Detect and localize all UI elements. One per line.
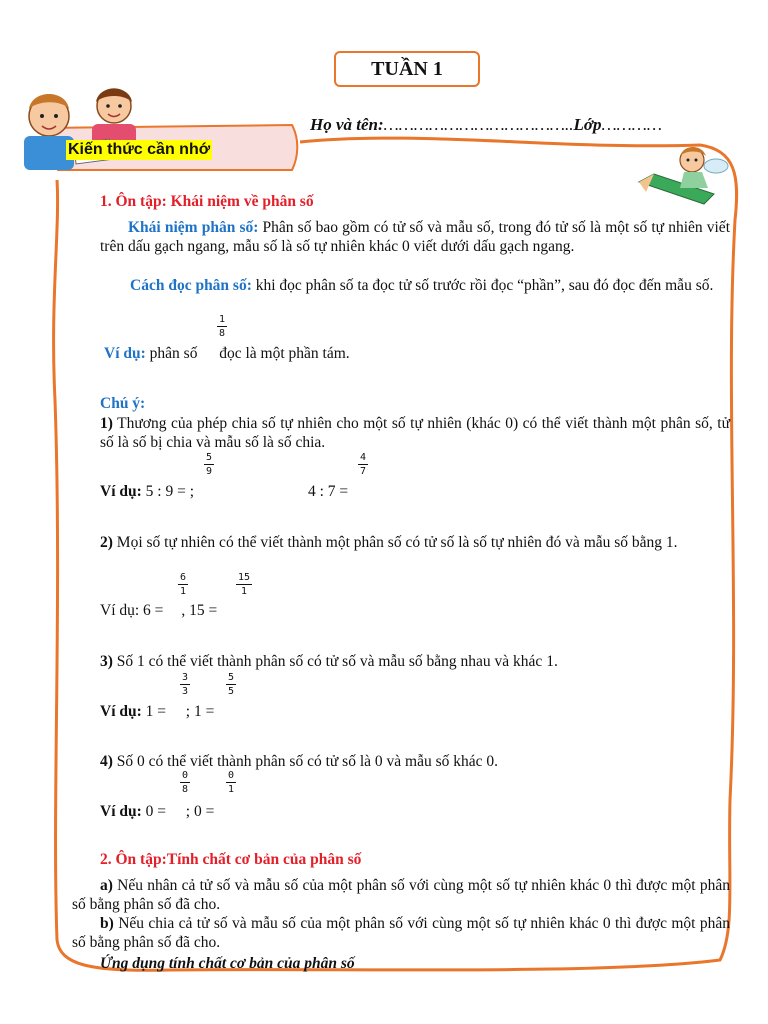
ex4-fraction-b: 0 1 (227, 770, 235, 795)
name-class-line (310, 115, 662, 135)
property-a-label: a) (100, 877, 113, 894)
class-label: Lớp (573, 115, 602, 134)
ex4-label: Ví dụ: (100, 803, 142, 820)
note4-number: 4) (100, 753, 113, 770)
property-b-paragraph (72, 914, 730, 952)
property-a-text: Nếu nhân cả tử số và mẫu số của một phân số với cùng một số tự nhiên khác 0 thì được một phân số bằng phân số đã cho. (72, 877, 730, 913)
ex2-text-b: , 15 = (181, 602, 218, 619)
concept-paragraph (100, 218, 730, 256)
ex1-sep: ; (189, 483, 195, 500)
ex3-fraction-a: 3 3 (181, 672, 189, 697)
example-label: Ví dụ: (104, 345, 146, 362)
note1-paragraph (100, 414, 730, 452)
note-label: Chú ý: (100, 395, 146, 412)
example-line (104, 344, 734, 363)
ex1-fraction-b: 4 7 (359, 452, 367, 477)
concept-term: Khái niệm phân số: (128, 219, 259, 236)
ex4-b: ; 0 = (181, 803, 215, 820)
read-text: khi đọc phân số ta đọc tử số trước rồi đọc “phần”, sau đó đọc đến mẫu số. (251, 277, 714, 294)
ex1-label: Ví dụ: (100, 483, 142, 500)
example-pre: phân số (145, 345, 202, 362)
property-b-label: b) (100, 915, 114, 932)
fraction-numerator: 1 (218, 314, 226, 325)
ex2-fraction-a: 6 1 (179, 572, 187, 597)
week-title: TUẦN 1 (334, 51, 480, 87)
example-post: đọc là một phần tám. (215, 345, 350, 362)
example3-line (100, 702, 730, 721)
note3-paragraph (100, 652, 730, 671)
note4-text: Số 0 có thể viết thành phân số có tử số là 0 và mẫu số khác 0. (112, 753, 498, 770)
note3-text: Số 1 có thể viết thành phân số có tử số và mẫu số bằng nhau và khác 1. (112, 653, 558, 670)
ex3-a: 1 = (141, 703, 170, 720)
read-paragraph (100, 276, 730, 295)
note1-number: 1) (100, 415, 113, 432)
property-b-text: Nếu chia cả tử số và mẫu số của một phân số với cùng một số tự nhiên khác 0 thì được một phân số bằng phân số đã cho. (72, 915, 730, 951)
section2-heading: 2. Ôn tập:Tính chất cơ bản của phân số (100, 851, 362, 868)
property-a-paragraph (72, 876, 730, 914)
banner-label: Kiến thức cần nhớ (68, 141, 211, 158)
ex3-b: ; 1 = (181, 703, 215, 720)
kids-reading-icon (14, 84, 144, 174)
note2-text: Mọi số tự nhiên có thể viết thành một phân số có tử số là số tự nhiên đó và mẫu số bằng 1. (112, 534, 678, 551)
ex3-label: Ví dụ: (100, 703, 142, 720)
ex3-fraction-b: 5 5 (227, 672, 235, 697)
ex1-b: 4 : 7 = (308, 483, 349, 500)
ex4-fraction-a: 0 8 (181, 770, 189, 795)
example4-line (100, 802, 730, 821)
ex4-a: 0 = (141, 803, 170, 820)
name-label: Họ và tên: (310, 115, 384, 134)
section1-heading: 1. Ôn tập: Khái niệm về phân số (100, 193, 314, 210)
ex1-fraction-a: 5 9 (205, 452, 213, 477)
note2-number: 2) (100, 534, 113, 551)
example-fraction (217, 314, 227, 339)
note3-number: 3) (100, 653, 113, 670)
concept-text: Phân số bao gồm có tử số và mẫu số, trong đó tử số là một số tự nhiên viết trên dấu gạch ngang, mẫu số là số tự nhiên khác 0 viết dưới dấu gạch ngang. (100, 219, 730, 255)
example2-line (100, 601, 730, 620)
read-term: Cách đọc phân số: (130, 277, 252, 294)
note2-paragraph (100, 533, 730, 552)
example1-line (100, 482, 730, 501)
fraction-denominator: 8 (218, 328, 226, 339)
ex2-text-a: Ví dụ: 6 = (100, 602, 168, 619)
note4-paragraph (100, 752, 730, 771)
note1-text: Thương của phép chia số tự nhiên cho một số tự nhiên (khác 0) có thể viết thành một phân số, tử số là số bị chia và mẫu số là số chia. (100, 415, 730, 451)
ex2-fraction-b: 15 1 (237, 572, 251, 597)
name-dots: ……………………………….. (383, 115, 574, 134)
frame-border (54, 138, 737, 970)
class-dots: ………… (601, 115, 663, 134)
application-heading: Ứng dụng tính chất cơ bản của phân số (100, 955, 355, 972)
ex1-a: 5 : 9 = (141, 483, 190, 500)
